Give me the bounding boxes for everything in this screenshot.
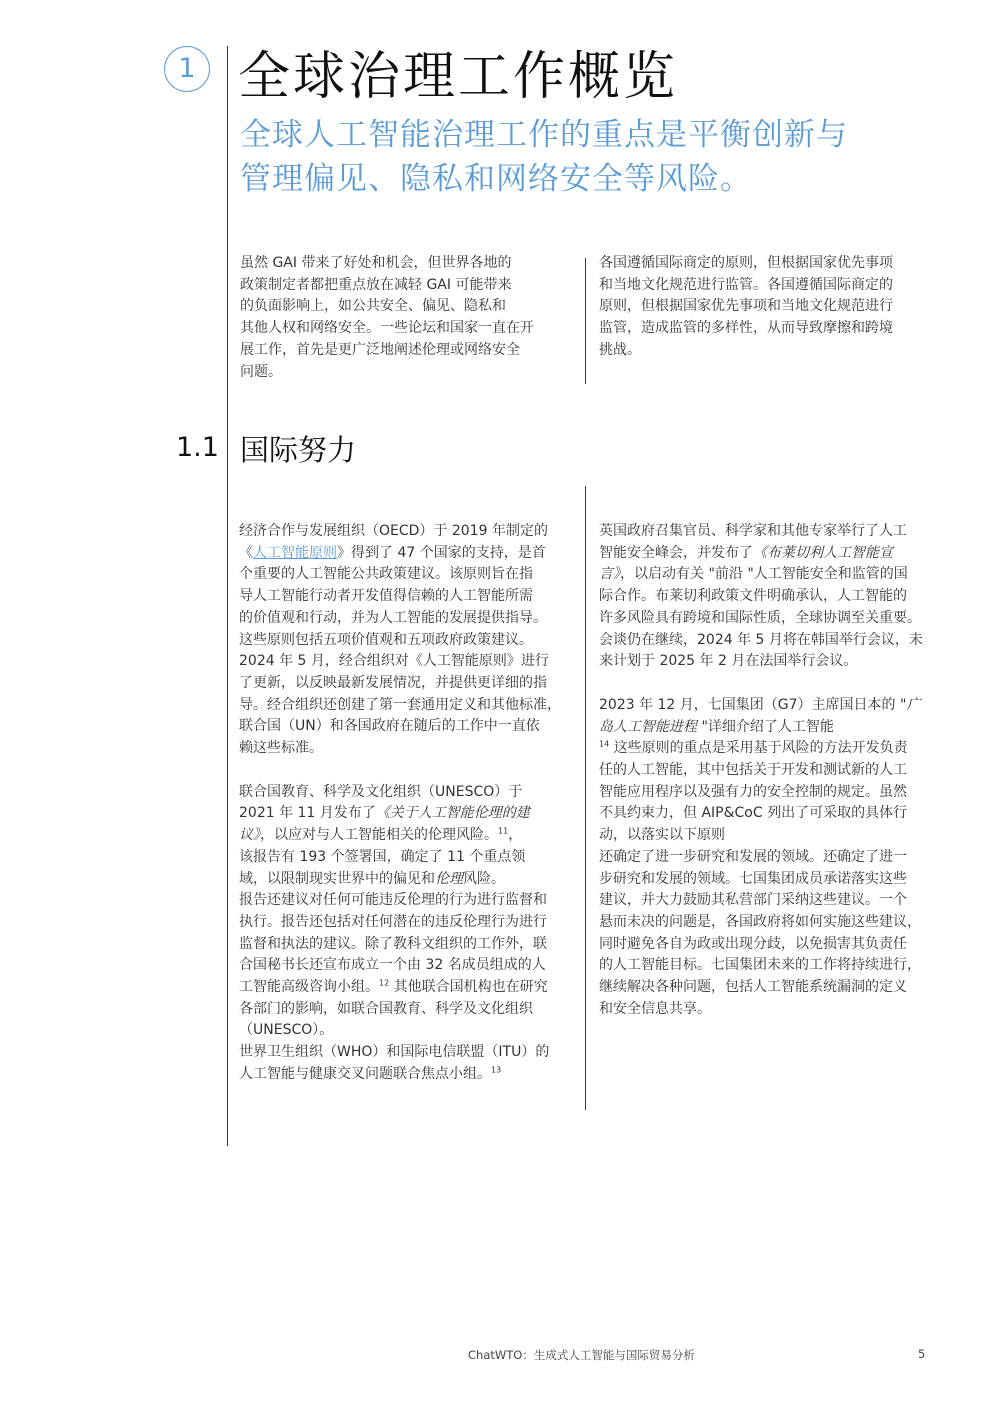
text-line: [599, 717, 944, 739]
text-line: 执行。报告还包括对任何潜在的违反伦理行为进行: [239, 913, 547, 930]
text-line: 智能应用程序以及强有力的安全控制的规定。虽然: [599, 783, 907, 800]
text-fragment: 其他联合国机构也在研究: [389, 979, 548, 996]
text-line: 其他人权和网络安全。一些论坛和国家一直在开: [240, 320, 534, 337]
text-line: 导人工智能行动者开发值得信赖的人工智能所需: [239, 588, 533, 605]
text-line: 各部门的影响，如联合国教育、科学及文化组织: [239, 1000, 533, 1017]
text-fragment: 得到了 47 个国家的支持，是首: [351, 544, 546, 561]
text-line: [599, 738, 944, 760]
text-line: 了更新，以反映最新发展情况，并提供更详细的指: [239, 674, 547, 691]
text-line: 展工作，首先是更广泛地阐述伦理或网络安全: [240, 341, 520, 358]
text-line: 问题。: [240, 363, 282, 380]
text-line: [599, 564, 944, 586]
intro-left-paragraph: [240, 253, 570, 383]
text-fragment: 域，以限制现实世界中的偏见和: [239, 870, 435, 887]
text-line: 政策制定者都把重点放在减轻 GAI 可能带来: [240, 276, 512, 293]
text-line: 该报告有 193 个签署国，确定了 11 个重点领: [239, 848, 526, 865]
oecd-paragraph: [239, 521, 579, 760]
text-line: 还确定了进一步研究和发展的领域。还确定了进一: [599, 848, 907, 865]
text-fragment: 这些原则的重点是采用基于风险的方法开发负责: [609, 740, 908, 757]
g7-paragraph: [599, 695, 944, 1021]
footnote-11[interactable]: 11: [498, 826, 509, 836]
bletchley-paragraph: [599, 521, 944, 673]
text-fragment: ，以应对与人工智能相关的伦理风险。: [260, 827, 498, 844]
text-line: （UNESCO）。: [239, 1022, 334, 1039]
text-line: [239, 825, 579, 847]
footnote-14[interactable]: 14: [599, 739, 610, 749]
text-line: 原则，但根据国家优先事项和当地文化规范进行: [599, 298, 893, 315]
text-line: 个重要的人工智能公共政策建议。该原则旨在指: [239, 566, 533, 583]
subtitle-line: 管理偏见、隐私和网络安全等风险。: [240, 161, 752, 197]
section-title: 国际努力: [240, 433, 357, 467]
text-line: 监督和执法的建议。除了教科文组织的工作外，联: [239, 935, 547, 952]
unesco-recommendation-title: 议》: [239, 827, 260, 844]
text-line: 会谈仍在继续，2024 年 5 月将在韩国举行会议，未: [599, 631, 923, 648]
text-italic: 伦理: [435, 870, 463, 887]
text-line: 这些原则包括五项价值观和五项政府政策建议。: [239, 631, 533, 648]
text-fragment: 2023 年 12 月，七国集团（G7）主席国日本的 ": [599, 696, 907, 713]
section-left-column: [239, 521, 579, 1086]
text-line: [239, 869, 579, 891]
text-line: [239, 803, 579, 825]
hiroshima-process-title: 广: [906, 696, 921, 713]
text-line: 和当地文化规范进行监管。各国遵循国际商定的: [599, 276, 893, 293]
section-right-column: [599, 521, 944, 1020]
text-line: 悬而未决的问题是，各国政府将如何实施这些建议，: [599, 913, 921, 930]
main-vertical-rule: [227, 46, 228, 1146]
text-fragment: ，: [508, 827, 523, 844]
text-line: 世界卫生组织（WHO）和国际电信联盟（ITU）的: [239, 1044, 550, 1061]
chapter-title: 全球治理工作概览: [238, 47, 679, 107]
text-line: 的负面影响上，如公共安全、偏见、隐私和: [240, 298, 506, 315]
text-line: 合国秘书长还宣布成立一个由 32 名成员组成的人: [239, 957, 546, 974]
text-fragment: 人工智能与健康交叉问题联合焦点小组。: [239, 1065, 491, 1082]
text-line: 各国遵循国际商定的原则，但根据国家优先事项: [599, 255, 893, 271]
text-fragment: 2021 年 11 月发布了: [239, 805, 376, 822]
footer-page-number: 5: [918, 1347, 926, 1361]
chapter-subtitle: [240, 113, 920, 201]
text-fragment: 智能安全峰会，并发布了: [599, 544, 753, 561]
text-line: 联合国（UN）和各国政府在随后的工作中一直依: [239, 718, 540, 735]
ai-principles-link[interactable]: 人工智能原则: [253, 544, 337, 561]
text-line: 和安全信息共享。: [599, 1000, 711, 1017]
quote-close: 》: [337, 544, 351, 561]
footnote-13[interactable]: 13: [491, 1065, 502, 1075]
text-line: [599, 695, 944, 717]
text-line: 同时避免各自为政或出现分歧，以免损害其负责任: [599, 935, 907, 952]
text-line: 动，以落实以下原则: [599, 827, 725, 844]
text-fragment: "详细介绍了人工智能: [697, 718, 834, 735]
text-line: 际合作。布莱切利政策文件明确承认，人工智能的: [599, 588, 907, 605]
text-line: 联合国教育、科学及文化组织（UNESCO）于: [239, 783, 523, 800]
unesco-recommendation-title: 《关于人工智能伦理的建: [375, 805, 530, 822]
text-line: 的价值观和行动，并为人工智能的发展提供指导。: [239, 609, 547, 626]
text-line: 导。经合组织还创建了第一套通用定义和其他标准，: [239, 696, 561, 713]
text-line: 步研究和发展的领域。七国集团成员承诺落实这些: [599, 870, 907, 887]
text-line: 经济合作与发展组织（OECD）于 2019 年制定的: [239, 523, 548, 539]
text-line: [599, 543, 944, 565]
hiroshima-process-title: 岛人工智能进程: [599, 718, 697, 735]
text-line: 的人工智能目标。七国集团未来的工作将持续进行，: [599, 957, 921, 974]
quote-open: 《: [239, 544, 253, 561]
text-line: 监管，造成监管的多样性，从而导致摩擦和跨境: [599, 320, 893, 337]
text-line: [239, 1064, 579, 1086]
footer-document-title: ChatWTO：生成式人工智能与国际贸易分析: [468, 1348, 695, 1362]
text-line: 虽然 GAI 带来了好处和机会，但世界各地的: [240, 255, 512, 271]
text-line: 任的人工智能，其中包括关于开发和测试新的人工: [599, 762, 907, 779]
text-line: 赖这些标准。: [239, 740, 323, 757]
text-line: [239, 977, 579, 999]
text-line: [239, 543, 579, 565]
chapter-number-badge: 1: [164, 46, 210, 92]
text-line: 许多风险具有跨境和国际性质，全球协调至关重要。: [599, 609, 921, 626]
section-column-divider: [585, 486, 586, 1110]
unesco-paragraph: [239, 782, 579, 1086]
bletchley-declaration-title: 《布莱切利人工智能宣: [753, 544, 893, 561]
footnote-12[interactable]: 12: [379, 978, 390, 988]
section-number: 1.1: [176, 432, 219, 463]
intro-column-divider: [585, 258, 586, 384]
text-fragment: 工智能高级咨询小组。: [239, 979, 379, 996]
text-fragment: ，以启动有关 "前沿 "人工智能安全和监管的国: [620, 566, 908, 583]
text-line: 报告还建议对任何可能违反伦理的行为进行监督和: [239, 892, 547, 909]
text-line: 挑战。: [599, 341, 641, 358]
intro-right-paragraph: [599, 253, 939, 362]
text-line: 2024 年 5 月，经合组织对《人工智能原则》进行: [239, 653, 549, 670]
subtitle-line: 全球人工智能治理工作的重点是平衡创新与: [240, 117, 848, 153]
text-fragment: 风险。: [463, 870, 505, 887]
text-line: 继续解决各种问题，包括人工智能系统漏洞的定义: [599, 979, 907, 996]
text-line: 不具约束力，但 AIP&CoC 列出了可采取的具体行: [599, 805, 908, 822]
bletchley-declaration-title: 言》: [599, 566, 620, 583]
text-line: 建议，并大力鼓励其私营部门采纳这些建议。一个: [599, 892, 907, 909]
text-line: 来计划于 2025 年 2 月在法国举行会议。: [599, 653, 858, 670]
text-line: 英国政府召集官员、科学家和其他专家举行了人工: [599, 523, 907, 539]
